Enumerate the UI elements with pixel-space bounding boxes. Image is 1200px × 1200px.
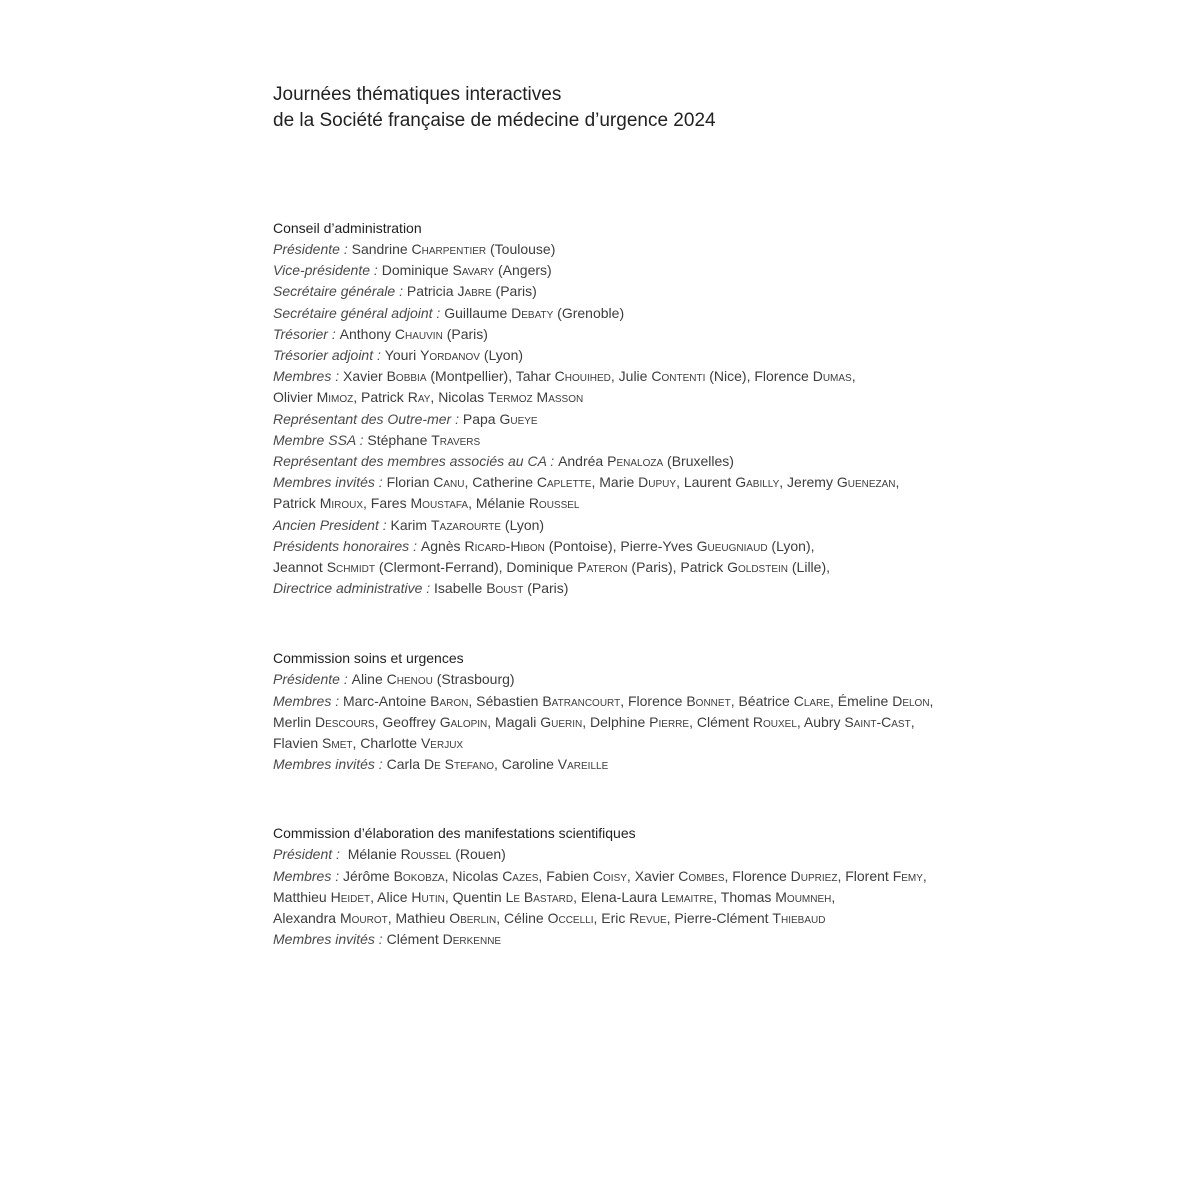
text-segment: , Xavier [626, 867, 679, 884]
member-line [273, 409, 1173, 430]
surname: Yordanov [420, 347, 480, 364]
text-segment: , Jeremy [779, 474, 837, 491]
surname: Gueugniaud [696, 537, 768, 554]
surname: Mourot [339, 910, 388, 927]
text-segment: , Florence [724, 867, 791, 884]
text-segment: Anthony [339, 325, 395, 342]
role-label: Présidente : [273, 671, 352, 688]
member-line [273, 733, 1173, 754]
surname: Thiebaud [772, 910, 826, 927]
surname: Descours [315, 713, 375, 730]
role-label: Trésorier adjoint : [273, 347, 385, 364]
role-label: Membre SSA : [273, 431, 368, 448]
surname: Vareille [557, 756, 609, 773]
surname: Femy [892, 867, 923, 884]
role-label: Secrétaire générale : [273, 283, 407, 300]
member-line [273, 691, 1173, 712]
surname: Boust [486, 580, 524, 597]
text-segment: Agnès [420, 537, 465, 554]
surname: Chauvin [394, 325, 443, 342]
text-segment: Clément [386, 931, 443, 948]
text-segment: , Sébastien [468, 692, 543, 709]
surname: Canu [433, 474, 465, 491]
member-line [273, 557, 1173, 578]
document-page [273, 82, 1173, 950]
text-segment: , Caroline [493, 756, 558, 773]
section-heading: Commission d’élaboration des manifestations scientifiques [273, 825, 636, 842]
surname: Debaty [511, 304, 554, 321]
surname: Termoz Masson [488, 389, 584, 406]
text-segment: (Lyon) [501, 516, 545, 533]
member-line [273, 345, 1173, 366]
surname: Derkenne [442, 931, 502, 948]
surname: Pierre [649, 713, 690, 730]
text-segment: , Émeline [829, 692, 893, 709]
surname: Dupriez [790, 867, 838, 884]
surname: Hutin [411, 888, 445, 905]
text-segment: , Julie [610, 368, 652, 385]
member-line [273, 472, 1173, 493]
text-segment: Matthieu [273, 888, 331, 905]
surname: Contenti [651, 368, 706, 385]
text-segment: , [910, 713, 915, 730]
role-label: Représentant des membres associés au CA : [273, 453, 559, 470]
text-segment: (Toulouse) [486, 241, 556, 257]
text-segment: Alexandra [273, 910, 340, 927]
surname: Tazarourte [430, 516, 502, 533]
text-segment: Patrick [273, 495, 320, 512]
text-segment: , Pierre-Clément [666, 910, 773, 927]
text-segment: Dominique [381, 262, 453, 279]
text-segment: , Elena-Laura [573, 888, 662, 905]
text-segment: (Angers) [494, 262, 552, 279]
text-segment: Mélanie [343, 846, 401, 863]
member-line [273, 366, 1173, 387]
text-segment: Xavier [343, 368, 387, 385]
text-segment: , [831, 888, 836, 905]
role-label: Présidente : [273, 241, 352, 257]
role-label: Membres : [273, 692, 344, 709]
title-line-2: de la Société française de médecine d’urgence 2024 [273, 110, 716, 131]
role-label: Directrice administrative : [273, 580, 435, 597]
surname: Mimoz [316, 389, 354, 406]
text-segment: , Marie [591, 474, 639, 491]
text-segment: Andréa [558, 453, 608, 470]
member-line [273, 324, 1173, 345]
text-segment: Papa [462, 410, 500, 427]
member-line [273, 281, 1173, 302]
surname: Gabilly [735, 474, 780, 491]
text-segment: Guillaume [444, 304, 512, 321]
surname: Ray [407, 389, 431, 406]
surname: Bobbia [386, 368, 427, 385]
surname: Batrancourt [542, 692, 621, 709]
surname: Bonnet [686, 692, 731, 709]
member-line [273, 929, 1173, 950]
section-2 [273, 648, 1173, 775]
member-line [273, 515, 1173, 536]
text-segment: , Mathieu [387, 910, 450, 927]
text-segment: Isabelle [434, 580, 487, 597]
surname: Chouihed [554, 368, 611, 385]
section-1 [273, 218, 1173, 599]
text-segment: Flavien [273, 735, 323, 752]
member-line [273, 303, 1173, 324]
text-segment: Jérôme [343, 867, 394, 884]
text-segment: Sandrine [351, 241, 412, 257]
member-line [273, 844, 1173, 865]
text-segment: , Geoffrey [374, 713, 440, 730]
text-segment: , Alice [370, 888, 412, 905]
member-line [273, 578, 1173, 599]
surname: Roussel [528, 495, 580, 512]
role-label: Vice-présidente : [273, 262, 382, 279]
surname: Moustafa [410, 495, 469, 512]
role-label: Président : [273, 846, 344, 863]
surname: Rouxel [752, 713, 797, 730]
role-label: Représentant des Outre-mer : [273, 410, 463, 427]
text-segment: , Catherine [464, 474, 537, 491]
role-label: Secrétaire général adjoint : [273, 304, 445, 321]
text-segment: , Clément [689, 713, 753, 730]
surname: Guenezan [836, 474, 896, 491]
role-label: Trésorier : [273, 325, 340, 342]
text-segment: , Magali [487, 713, 541, 730]
text-segment: , Patrick [353, 389, 408, 406]
role-label: Membres invités : [273, 931, 387, 948]
surname: Saint-Cast [844, 713, 911, 730]
member-line [273, 669, 1173, 690]
surname: Travers [431, 431, 481, 448]
section-heading: Conseil d’administration [273, 220, 422, 236]
text-segment: (Paris) [523, 580, 569, 597]
text-segment: , Florence [620, 692, 687, 709]
member-line [273, 239, 1173, 260]
text-segment: Patricia [406, 283, 458, 300]
role-label: Membres : [273, 368, 344, 385]
surname: Delon [892, 692, 930, 709]
surname: Lemaitre [661, 888, 714, 905]
text-segment: , Céline [496, 910, 548, 927]
text-segment: , Delphine [582, 713, 650, 730]
text-segment: Marc-Antoine [343, 692, 431, 709]
text-segment: , Nicolas [430, 389, 488, 406]
member-line [273, 451, 1173, 472]
role-label: Présidents honoraires : [273, 537, 421, 554]
surname: Moumneh [775, 888, 832, 905]
section-3 [273, 823, 1173, 950]
text-segment: (Lille), [788, 559, 831, 576]
member-line [273, 430, 1173, 451]
text-segment: , [922, 867, 927, 884]
text-segment: , [851, 368, 856, 385]
text-segment: Olivier [273, 389, 317, 406]
text-segment: (Lyon), [767, 537, 815, 554]
member-line [273, 493, 1173, 514]
member-line [273, 712, 1173, 733]
surname: Dumas [812, 368, 852, 385]
surname: Jabre [457, 283, 492, 300]
surname: Penaloza [607, 453, 664, 470]
text-segment: (Paris) [491, 283, 537, 300]
text-segment: , [929, 692, 934, 709]
text-segment: , [895, 474, 900, 491]
member-line [273, 536, 1173, 557]
surname: Pateron [577, 559, 628, 576]
text-segment: (Pontoise), Pierre-Yves [544, 537, 697, 554]
surname: Smet [322, 735, 353, 752]
text-segment: Jeannot [273, 559, 327, 576]
text-segment: (Lyon) [479, 347, 524, 364]
role-label: Membres invités : [273, 756, 387, 773]
surname: Verjux [420, 735, 464, 752]
surname: Occelli [547, 910, 594, 927]
surname: Savary [452, 262, 495, 279]
text-segment: (Montpellier), Tahar [426, 368, 555, 385]
surname: Caplette [536, 474, 592, 491]
surname: Guerin [540, 713, 583, 730]
text-segment: (Clermont-Ferrand), Dominique [374, 559, 578, 576]
text-segment: Youri [384, 347, 421, 364]
member-line [273, 260, 1173, 281]
surname: Coisy [592, 867, 627, 884]
title-line-1: Journées thématiques interactives [273, 84, 562, 105]
text-segment: , Nicolas [444, 867, 503, 884]
text-segment: (Paris), Patrick [627, 559, 728, 576]
text-segment: Stéphane [367, 431, 432, 448]
surname: Charpentier [411, 241, 487, 257]
text-segment: Aline [351, 671, 387, 688]
text-segment: , Fares [363, 495, 411, 512]
text-segment: , Mélanie [468, 495, 529, 512]
surname: De Stefano [423, 756, 494, 773]
text-segment: (Grenoble) [553, 304, 625, 321]
surname: Bokobza [393, 867, 445, 884]
surname: Le Bastard [505, 888, 574, 905]
surname: Ricard-Hibon [464, 537, 545, 554]
text-segment: , Florent [837, 867, 893, 884]
text-segment: , Charlotte [352, 735, 421, 752]
role-label: Ancien President : [273, 516, 391, 533]
section-heading: Commission soins et urgences [273, 650, 464, 667]
surname: Baron [430, 692, 469, 709]
text-segment: (Bruxelles) [663, 453, 734, 470]
surname: Schmidt [326, 559, 375, 576]
surname: Heidet [330, 888, 371, 905]
text-segment: (Rouen) [451, 846, 506, 863]
member-line [273, 866, 1173, 887]
text-segment: , Laurent [676, 474, 736, 491]
surname: Clare [793, 692, 830, 709]
surname: Cazes [502, 867, 539, 884]
surname: Goldstein [727, 559, 788, 576]
member-line [273, 887, 1173, 908]
member-line [273, 908, 1173, 929]
text-segment: , Béatrice [730, 692, 794, 709]
member-line [273, 754, 1173, 775]
surname: Galopin [439, 713, 488, 730]
text-segment: , Aubry [796, 713, 845, 730]
text-segment: Carla [386, 756, 424, 773]
surname: Revue [629, 910, 667, 927]
role-label: Membres invités : [273, 474, 387, 491]
text-segment: , Quentin [444, 888, 506, 905]
surname: Chenou [386, 671, 433, 688]
surname: Dupuy [638, 474, 677, 491]
text-segment: (Nice), Florence [705, 368, 813, 385]
text-segment: (Strasbourg) [432, 671, 515, 688]
surname: Oberlin [449, 910, 497, 927]
text-segment: Florian [386, 474, 434, 491]
surname: Roussel [400, 846, 452, 863]
text-segment: , Fabien [538, 867, 593, 884]
role-label: Membres : [273, 867, 344, 884]
document-title [273, 82, 1173, 134]
text-segment: Merlin [273, 713, 316, 730]
sections-container [273, 218, 1173, 950]
text-segment: , Thomas [713, 888, 776, 905]
surname: Miroux [319, 495, 364, 512]
text-segment: (Paris) [442, 325, 488, 342]
text-segment: Karim [390, 516, 431, 533]
surname: Gueye [499, 410, 538, 427]
text-segment: , Eric [593, 910, 630, 927]
member-line [273, 387, 1173, 408]
surname: Combes [678, 867, 725, 884]
